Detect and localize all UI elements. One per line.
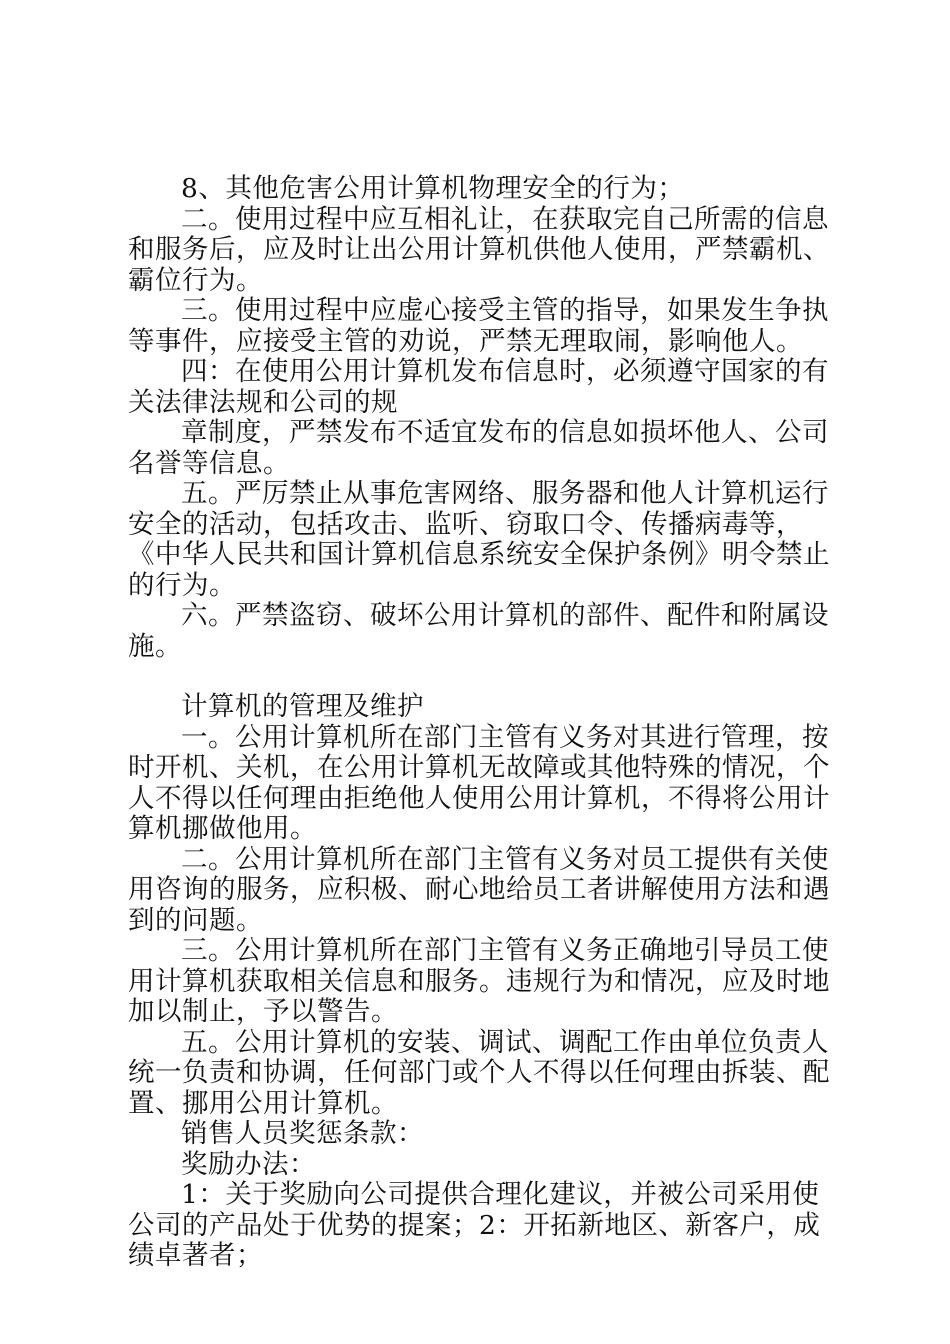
paragraph-management-3: 三。公用计算机所在部门主管有义务正确地引导员工使用计算机获取相关信息和服务。违规行为和情况，应及时地加以制止，予以警告。: [128, 935, 830, 1027]
section-heading-sales-rewards: 销售人员奖惩条款：: [181, 1118, 424, 1149]
paragraph-spacer: [128, 662, 840, 692]
paragraph-management-1: 一。公用计算机所在部门主管有义务对其进行管理，按时开机、关机，在公用计算机无故障或其他特殊的情况，个人不得以任何理由拒绝他人使用公用计算机，不得将公用计算机挪做他用。: [128, 721, 830, 844]
paragraph-item-8: 8、其他危害公用计算机物理安全的行为；: [181, 173, 685, 204]
section-heading-management: 计算机的管理及维护: [181, 691, 424, 722]
paragraph-section-4-continued: 章制度，严禁发布不适宜发布的信息如损坏他人、公司名誉等信息。: [128, 417, 829, 479]
document-body: [128, 174, 840, 1272]
paragraph-management-2: 二。公用计算机所在部门主管有义务对员工提供有关使用咨询的服务，应积极、耐心地给员工者讲解使用方法和遇到的问题。: [128, 843, 830, 936]
paragraph-section-4: 四：在使用公用计算机发布信息时，必须遵守国家的有关法律法规和公司的规: [128, 356, 829, 418]
paragraph-section-5: 五。严厉禁止从事危害网络、服务器和他人计算机运行安全的活动，包括攻击、监听、窃取口令、传播病毒等，《中华人民共和国计算机信息系统安全保护条例》明令禁止的行为。: [128, 478, 830, 601]
paragraph-section-6: 六。严禁盗窃、破坏公用计算机的部件、配件和附属设施。: [128, 600, 829, 662]
paragraph-management-5: 五。公用计算机的安装、调试、调配工作由单位负责人统一负责和协调，任何部门或个人不得以任何理由拆装、配置、挪用公用计算机。: [128, 1026, 830, 1119]
paragraph-reward-items: 1：关于奖励向公司提供合理化建议，并被公司采用使公司的产品处于优势的提案；2：开拓新地区、新客户，成绩卓著者；: [128, 1179, 821, 1271]
section-heading-reward-methods: 奖励办法：: [181, 1148, 316, 1180]
paragraph-section-2: 二。使用过程中应互相礼让，在获取完自己所需的信息和服务后，应及时让出公用计算机供他人使用，严禁霸机、霸位行为。: [128, 203, 830, 296]
paragraph-section-3: 三。使用过程中应虚心接受主管的指导，如果发生争执等事件，应接受主管的劝说，严禁无理取闹，影响他人。: [128, 295, 829, 357]
